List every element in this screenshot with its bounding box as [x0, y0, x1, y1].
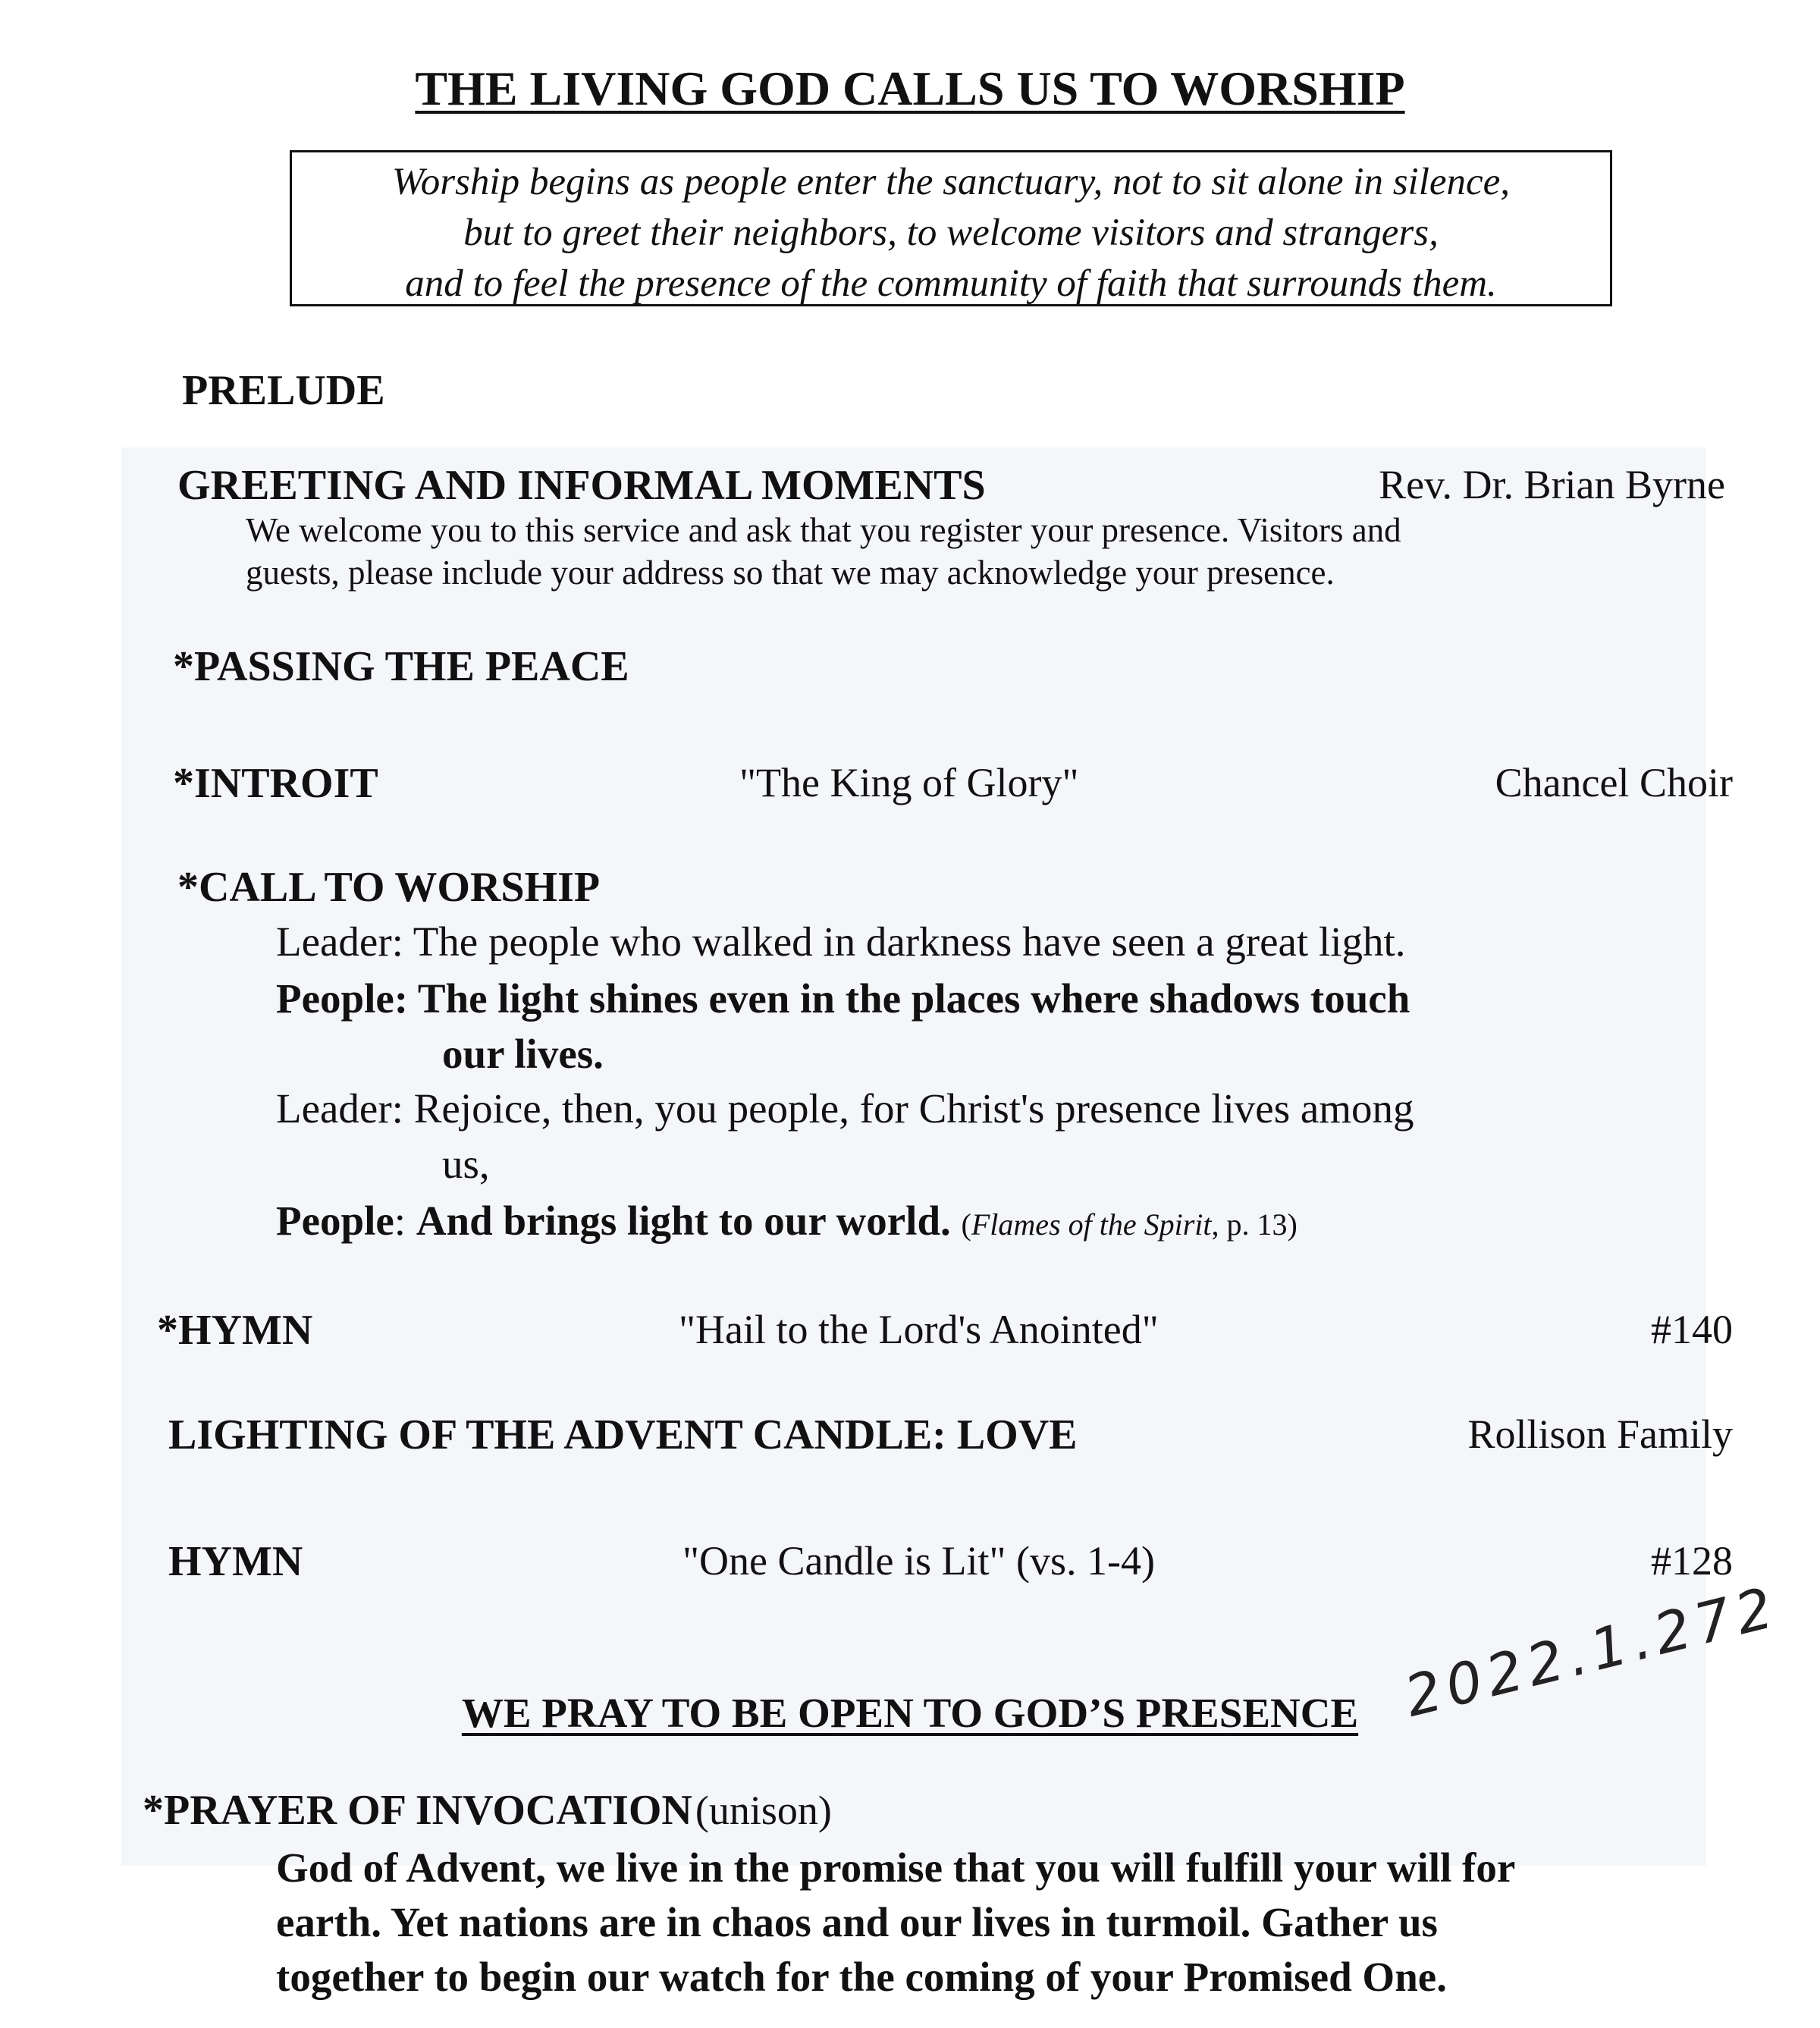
litany-speaker: People: — [276, 975, 409, 1022]
greeting-text-line: We welcome you to this service and ask that you register your presence. Visitors and — [246, 511, 1401, 549]
prayer-line: earth. Yet nations are in chaos and our lives in turmoil. Gather us — [276, 1899, 1438, 1945]
hymn1-title: "Hail to the Lord's Anointed" — [679, 1307, 1159, 1352]
invocation-heading: *PRAYER OF INVOCATION — [143, 1787, 692, 1834]
litany-line — [276, 918, 1406, 965]
invocation-note: (unison) — [695, 1788, 832, 1833]
litany-speaker: Leader: — [276, 1085, 403, 1132]
litany-text: Rejoice, then, you people, for Christ's presence lives among — [413, 1085, 1414, 1132]
litany-source: (Flames of the Spirit, p. 13) — [961, 1207, 1298, 1242]
passing-peace-heading: *PASSING THE PEACE — [173, 643, 629, 690]
greeting-heading: GREETING AND INFORMAL MOMENTS — [177, 462, 986, 509]
advent-family: Rollison Family — [1467, 1411, 1733, 1457]
litany-continuation: our lives. — [442, 1031, 604, 1077]
handwritten-note: 2022.1.272 — [1398, 1574, 1785, 1730]
prayer-line: together to begin our watch for the coming of your Promised One. — [276, 1954, 1447, 2000]
litany-line — [276, 975, 1410, 1022]
litany-continuation: us, — [442, 1141, 490, 1187]
litany-line — [276, 1085, 1414, 1132]
invocation-heading-line — [143, 1786, 832, 1835]
intro-line: Worship begins as people enter the sanctuary, not to sit alone in silence, — [391, 161, 1511, 203]
litany-speaker: People — [276, 1198, 394, 1244]
litany-text: And brings light to our world. — [416, 1198, 951, 1244]
hymn2-number: #128 — [1651, 1538, 1733, 1584]
hymn1-heading: *HYMN — [157, 1307, 313, 1354]
introit-title: "The King of Glory" — [739, 760, 1079, 805]
hymn1-number: #140 — [1651, 1307, 1733, 1352]
advent-heading: LIGHTING OF THE ADVENT CANDLE: LOVE — [168, 1411, 1078, 1458]
prayer-line: God of Advent, we live in the promise that you will fulfill your will for — [276, 1844, 1516, 1891]
intro-box — [290, 150, 1612, 306]
section-heading: WE PRAY TO BE OPEN TO GOD’S PRESENCE — [461, 1690, 1359, 1736]
hymn2-title: "One Candle is Lit" (vs. 1-4) — [682, 1538, 1155, 1584]
introit-heading: *INTROIT — [173, 760, 378, 807]
prelude-heading: PRELUDE — [182, 367, 385, 414]
greeting-text-line: guests, please include your address so that we may acknowledge your presence. — [246, 554, 1335, 592]
litany-line: People: And brings light to our world. (Flames of the Spirit, p. 13) — [276, 1198, 1298, 1244]
greeting-leader: Rev. Dr. Brian Byrne — [1379, 462, 1725, 507]
hymn2-heading: HYMN — [168, 1538, 303, 1585]
intro-line: and to feel the presence of the community of faith that surrounds them. — [405, 262, 1497, 305]
introit-performer: Chancel Choir — [1495, 760, 1733, 805]
litany-text: The people who walked in darkness have seen a great light. — [413, 918, 1406, 965]
intro-line: but to greet their neighbors, to welcome visitors and strangers, — [463, 212, 1439, 254]
page-title: THE LIVING GOD CALLS US TO WORSHIP — [415, 61, 1405, 115]
litany-text: The light shines even in the places where shadows touch — [417, 975, 1410, 1022]
litany-speaker: Leader: — [276, 918, 403, 965]
call-to-worship-heading: *CALL TO WORSHIP — [177, 864, 601, 911]
